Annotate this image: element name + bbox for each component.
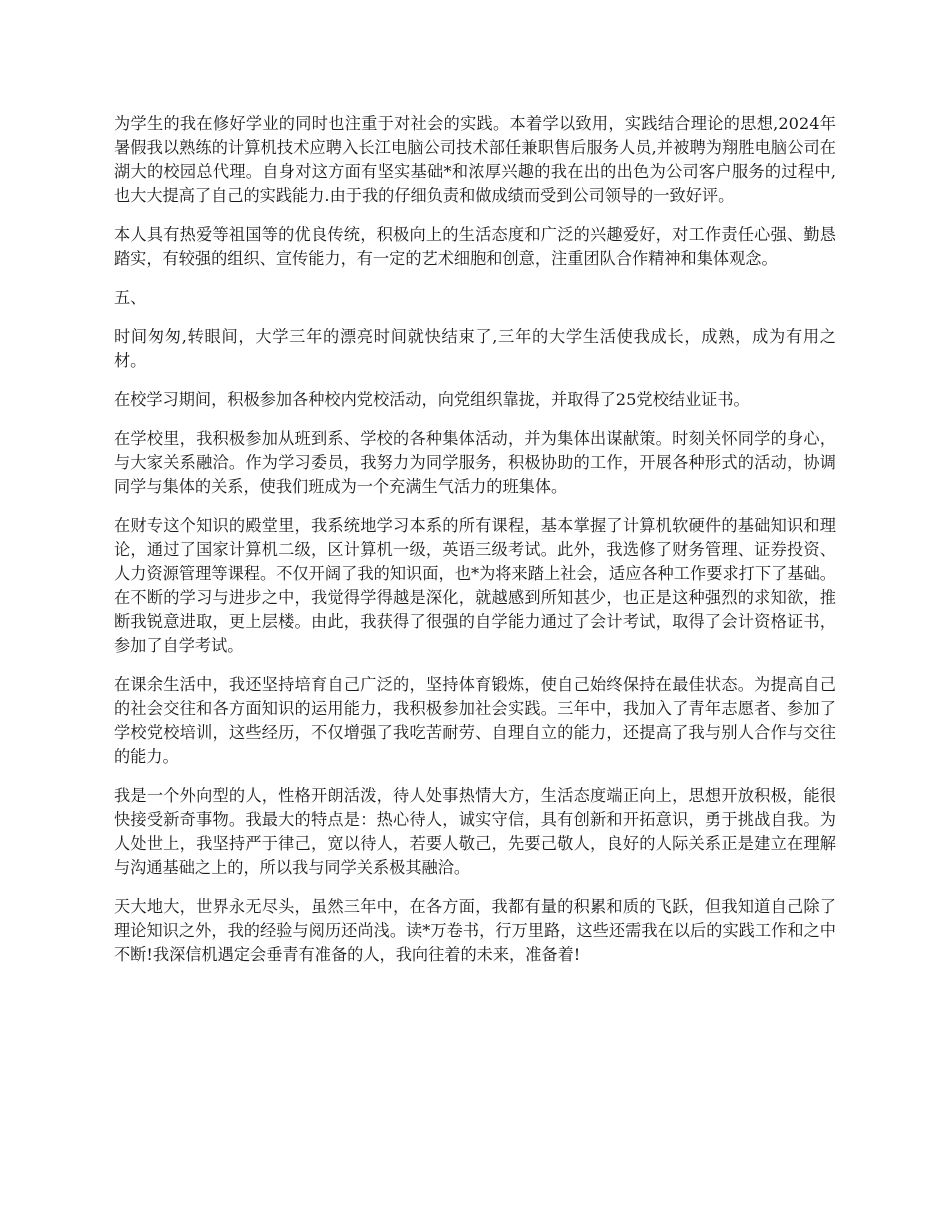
paragraph-collective: 在学校里，我积极参加从班到系、学校的各种集体活动，并为集体出谋献策。时刻关怀同学的身心，与大家关系融洽。作为学习委员，我努力为同学服务，积极协助的工作，开展各种形式的活动，协调同学与集体的关系，使我们班成为一个充满生气活力的班集体。: [114, 429, 836, 496]
paragraph-study: 在财专这个知识的殿堂里，我系统地学习本系的所有课程，基本掌握了计算机软硬件的基础知识和理论，通过了国家计算机二级，区计算机一级，英语三级考试。此外，我选修了财务管理、证券投资、人力资源管理等课程。不仅开阔了我的知识面，也*为将来踏上社会，适应各种工作要求打下了基础。在不断的学习与进步之中，我觉得学得越是深化，就越感到所知甚少，也正是这种强烈的求知欲，推断我锐意进取，更上层楼。由此，我获得了很强的自学能力通过了会计考试，取得了会计资格证书，参加了自学考试。: [114, 516, 836, 655]
paragraph-party-school: 在校学习期间，积极参加各种校内党校活动，向党组织靠拢，并取得了25党校结业证书。: [114, 390, 750, 409]
paragraph-character: 本人具有热爱等祖国等的优良传统，积极向上的生活态度和广泛的兴趣爱好，对工作责任心强、勤恳踏实，有较强的组织、宣传能力，有一定的艺术细胞和创意，注重团队合作精神和集体观念。: [114, 225, 836, 268]
section-heading: 五、: [114, 288, 147, 307]
paragraph-personality: 我是一个外向型的人，性格开朗活泼，待人处事热情大方，生活态度端正向上，思想开放积极，能很快接受新奇事物。我最大的特点是：热心待人，诚实守信，具有创新和开拓意识，勇于挑战自我。为人处世上，我坚持严于律己，宽以待人，若要人敬己，先要己敬人，良好的人际关系正是建立在理解与沟通基础之上的，所以我与同学关系极其融洽。: [114, 786, 836, 877]
paragraph-extracurricular: 在课余生活中，我还坚持培育自己广泛的，坚持体育锻炼，使自己始终保持在最佳状态。为提高自己的社会交往和各方面知识的运用能力，我积极参加社会实践。三年中，我加入了青年志愿者、参加了学校党校培训，这些经历，不仅增强了我吃苦耐劳、自理自立的能力，还提高了我与别人合作与交往的能力。: [114, 675, 836, 766]
paragraph-outlook: 天大地大，世界永无尽头，虽然三年中，在各方面，我都有量的积累和质的飞跃，但我知道自己除了理论知识之外，我的经验与阅历还尚浅。读*万卷书，行万里路，这些还需我在以后的实践工作和之中不断!我深信机遇定会垂青有准备的人，我向往着的未来，准备着!: [114, 897, 836, 964]
document-body: [114, 112, 836, 982]
paragraph-practice: 为学生的我在修好学业的同时也注重于对社会的实践。本着学以致用，实践结合理论的思想,2024年暑假我以熟练的计算机技术应聘入长江电脑公司技术部任兼职售后服务人员,并被聘为翔胜电脑公司在湖大的校园总代理。自身对这方面有坚实基础*和浓厚兴趣的我在出的出色为公司客户服务的过程中,也大大提高了自己的实践能力.由于我的仔细负责和做成绩而受到公司领导的一致好评。: [114, 114, 836, 205]
paragraph-time: 时间匆匆,转眼间，大学三年的漂亮时间就快结束了,三年的大学生活使我成长，成熟，成为有用之材。: [114, 327, 836, 370]
